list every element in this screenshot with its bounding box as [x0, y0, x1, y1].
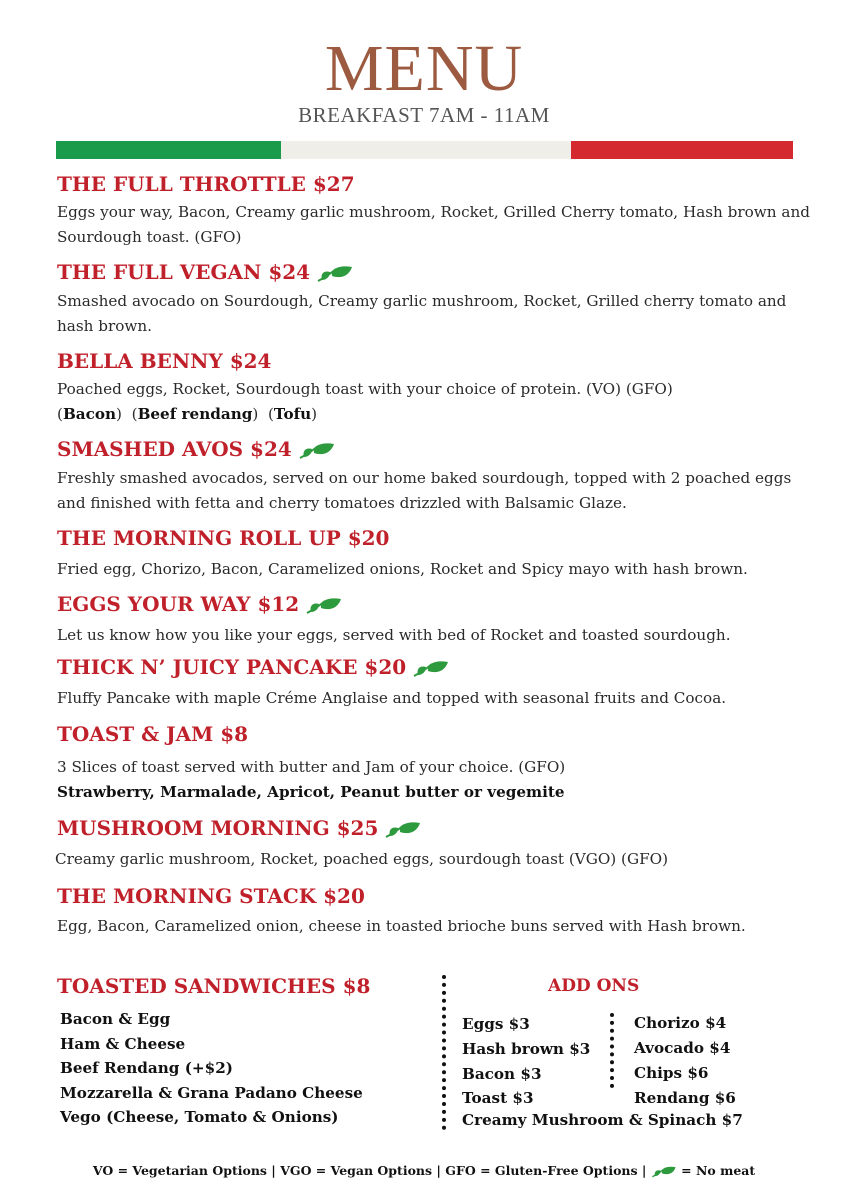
list-item: Mozzarella & Grana Padano Cheese — [60, 1083, 363, 1102]
item-title: THE FULL VEGAN $24 — [57, 260, 311, 284]
addons-right-list — [634, 1011, 736, 1111]
list-item: Rendang $6 — [634, 1089, 736, 1108]
list-item: Eggs $3 — [462, 1015, 530, 1033]
legend-icon-meaning: = No meat — [681, 1163, 756, 1178]
item-description: Egg, Bacon, Caramelized onion, cheese in toasted brioche buns served with Hash brown. — [57, 917, 746, 935]
item-description: Fried egg, Chorizo, Bacon, Caramelized onions, Rocket and Spicy mayo with hash brown. — [57, 560, 748, 578]
item-description: Fluffy Pancake with maple Créme Anglaise and topped with seasonal fruits and Cocoa. — [57, 689, 727, 707]
item-title: THE FULL THROTTLE $27 — [57, 172, 355, 196]
list-item: Chorizo $4 — [634, 1014, 727, 1032]
flag-stripe-red — [571, 141, 793, 159]
item-description: Smashed avocado on Sourdough, Creamy garlic mushroom, Rocket, Grilled cherry tomato and hash brown. — [57, 292, 787, 335]
list-item: Vego (Cheese, Tomato & Onions) — [60, 1108, 339, 1127]
leaf-icon — [651, 1165, 677, 1179]
addons-title: ADD ONS — [548, 976, 640, 996]
item-description: Eggs your way, Bacon, Creamy garlic mushroom, Rocket, Grilled Cherry tomato, Hash brown and Sourdough toast. (GFO) — [57, 203, 810, 246]
item-description: 3 Slices of toast served with butter and Jam of your choice. (GFO) — [57, 758, 566, 776]
leaf-icon — [412, 659, 450, 679]
item-title-row — [57, 816, 422, 840]
list-item: Avocado $4 — [634, 1038, 731, 1057]
leaf-icon — [305, 596, 343, 616]
item-title-row — [57, 592, 343, 616]
item-title: THE MORNING STACK $20 — [57, 884, 365, 908]
menu-title: MENU — [324, 32, 524, 105]
item-title-row — [57, 655, 450, 679]
item-title: THICK N’ JUICY PANCAKE $20 — [57, 655, 407, 679]
dotted-divider — [610, 1013, 614, 1088]
item-title: BELLA BENNY $24 — [57, 349, 272, 373]
item-title-row — [57, 437, 336, 461]
item-description: Creamy garlic mushroom, Rocket, poached eggs, sourdough toast (VGO) (GFO) — [55, 850, 669, 868]
flag-stripe-green — [56, 141, 281, 159]
list-item: Chips $6 — [634, 1063, 709, 1082]
item-title-row — [57, 260, 354, 284]
item-title: EGGS YOUR WAY $12 — [57, 592, 300, 616]
protein-options: (Bacon) (Beef rendang) (Tofu) — [57, 405, 318, 423]
sandwiches-list — [60, 1007, 363, 1130]
dotted-divider — [442, 975, 446, 1130]
list-item: Hash brown $3 — [462, 1039, 591, 1058]
option: Tofu — [273, 405, 312, 423]
item-title: SMASHED AVOS $24 — [57, 437, 292, 461]
item-description: Poached eggs, Rocket, Sourdough toast with your choice of protein. (VO) (GFO) — [57, 380, 673, 398]
addons-left-list — [462, 1012, 590, 1111]
leaf-icon — [384, 820, 422, 840]
sandwiches-title: TOASTED SANDWICHES $8 — [57, 974, 371, 998]
list-item: Ham & Cheese — [60, 1034, 186, 1053]
list-item: Bacon & Egg — [60, 1010, 171, 1028]
item-description: Freshly smashed avocados, served on our home baked sourdough, topped with 2 poached eggs and finished with fetta and cherry tomatoes drizzled with Balsamic Glaze. — [57, 469, 792, 512]
list-item: Bacon $3 — [462, 1064, 542, 1083]
menu-subtitle: BREAKFAST 7AM - 11AM — [298, 103, 550, 127]
option: Beef rendang — [137, 405, 253, 423]
legend-text: VO = Vegetarian Options | VGO = Vegan Options | GFO = Gluten-Free Options | — [92, 1163, 647, 1178]
option: Bacon — [62, 405, 117, 423]
addon-wide-item: Creamy Mushroom & Spinach $7 — [462, 1111, 743, 1129]
item-title: THE MORNING ROLL UP $20 — [57, 526, 390, 550]
flag-stripe-white — [281, 141, 571, 159]
item-title: TOAST & JAM $8 — [57, 722, 249, 746]
leaf-icon — [298, 441, 336, 461]
jam-options: Strawberry, Marmalade, Apricot, Peanut butter or vegemite — [57, 783, 565, 801]
leaf-icon — [316, 264, 354, 284]
legend — [0, 1163, 848, 1179]
list-item: Toast $3 — [462, 1089, 534, 1108]
list-item: Beef Rendang (+$2) — [60, 1059, 233, 1078]
item-title: MUSHROOM MORNING $25 — [57, 816, 379, 840]
item-description: Let us know how you like your eggs, served with bed of Rocket and toasted sourdough. — [57, 626, 731, 644]
